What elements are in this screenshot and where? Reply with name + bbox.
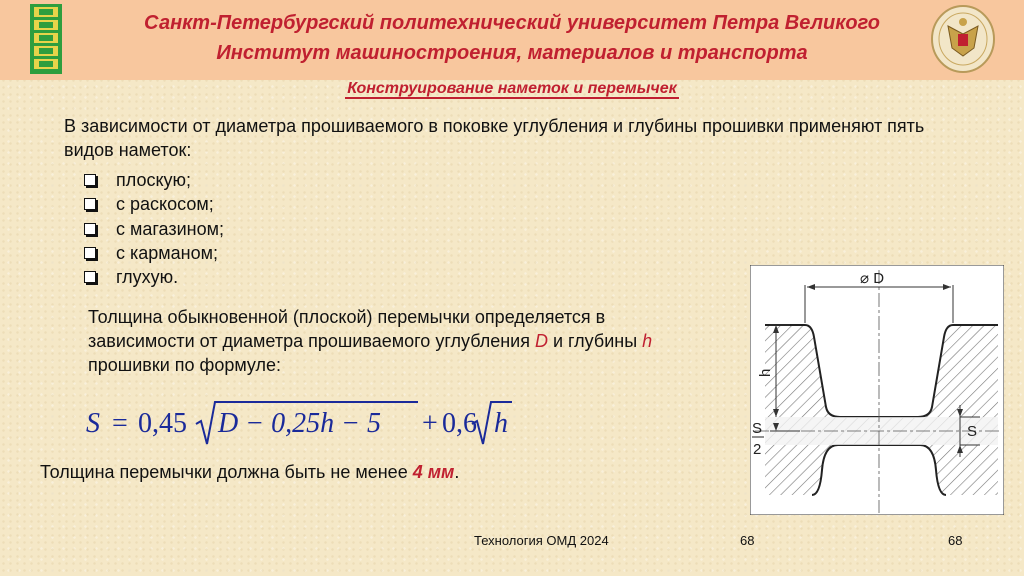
header-band	[0, 0, 1024, 80]
list-item: плоскую;	[84, 168, 224, 192]
bullet-list	[84, 168, 224, 289]
formula-radicand1: D − 0,25h − 5	[218, 408, 382, 439]
checkbox-bullet-icon	[84, 198, 96, 210]
half-thickness-2: 2	[753, 441, 762, 458]
list-item: с магазином;	[84, 217, 224, 241]
checkbox-bullet-icon	[84, 247, 96, 259]
punching-drawing	[750, 265, 1004, 520]
conclusion-text: Толщина перемычки должна быть не менее 4 мм.	[40, 462, 460, 482]
header-title-line2: Институт машиностроения, материалов и транспорта	[216, 42, 808, 64]
formula-description: Толщина обыкновенной (плоской) перемычки определяется в зависимости от диаметра прошиваемого углубления D и глубины h прошивки по формуле:	[88, 307, 653, 375]
list-item: с карманом;	[84, 241, 224, 265]
slide-subtitle: Конструирование наметок и перемычек	[347, 80, 677, 97]
depth-label: h	[757, 368, 774, 377]
variable-d: D	[534, 331, 548, 351]
formula-coef2: 0,6	[442, 408, 477, 439]
checkbox-bullet-icon	[84, 223, 96, 235]
formula-plus: +	[422, 408, 438, 439]
half-thickness-s: S	[752, 420, 763, 437]
coat-of-arms-icon	[930, 4, 996, 79]
thickness-label: S	[967, 423, 978, 440]
formula-equals: =	[112, 408, 128, 439]
list-item: глухую.	[84, 265, 224, 289]
checkbox-bullet-icon	[84, 174, 96, 186]
thickness-formula	[82, 396, 522, 457]
formula-lhs: S	[86, 408, 100, 439]
checkbox-bullet-icon	[84, 271, 96, 283]
intro-paragraph: В зависимости от диаметра прошиваемого в поковке углубления и глубины прошивки применяют пять видов наметок:	[64, 116, 925, 160]
formula-coef1: 0,45	[138, 408, 187, 439]
formula-radicand2: h	[494, 408, 508, 439]
diameter-label: ⌀ D	[860, 270, 885, 287]
footer-course: Технология ОМД 2024	[474, 533, 609, 548]
footer-slide-number: 68	[948, 533, 963, 548]
header-title-line1: Санкт-Петербургский политехнический университет Петра Великого	[144, 12, 880, 34]
min-thickness-value: 4 мм	[412, 462, 455, 482]
footer-page-number: 68	[740, 533, 755, 548]
variable-h: h	[642, 331, 653, 351]
list-item: с раскосом;	[84, 192, 224, 216]
